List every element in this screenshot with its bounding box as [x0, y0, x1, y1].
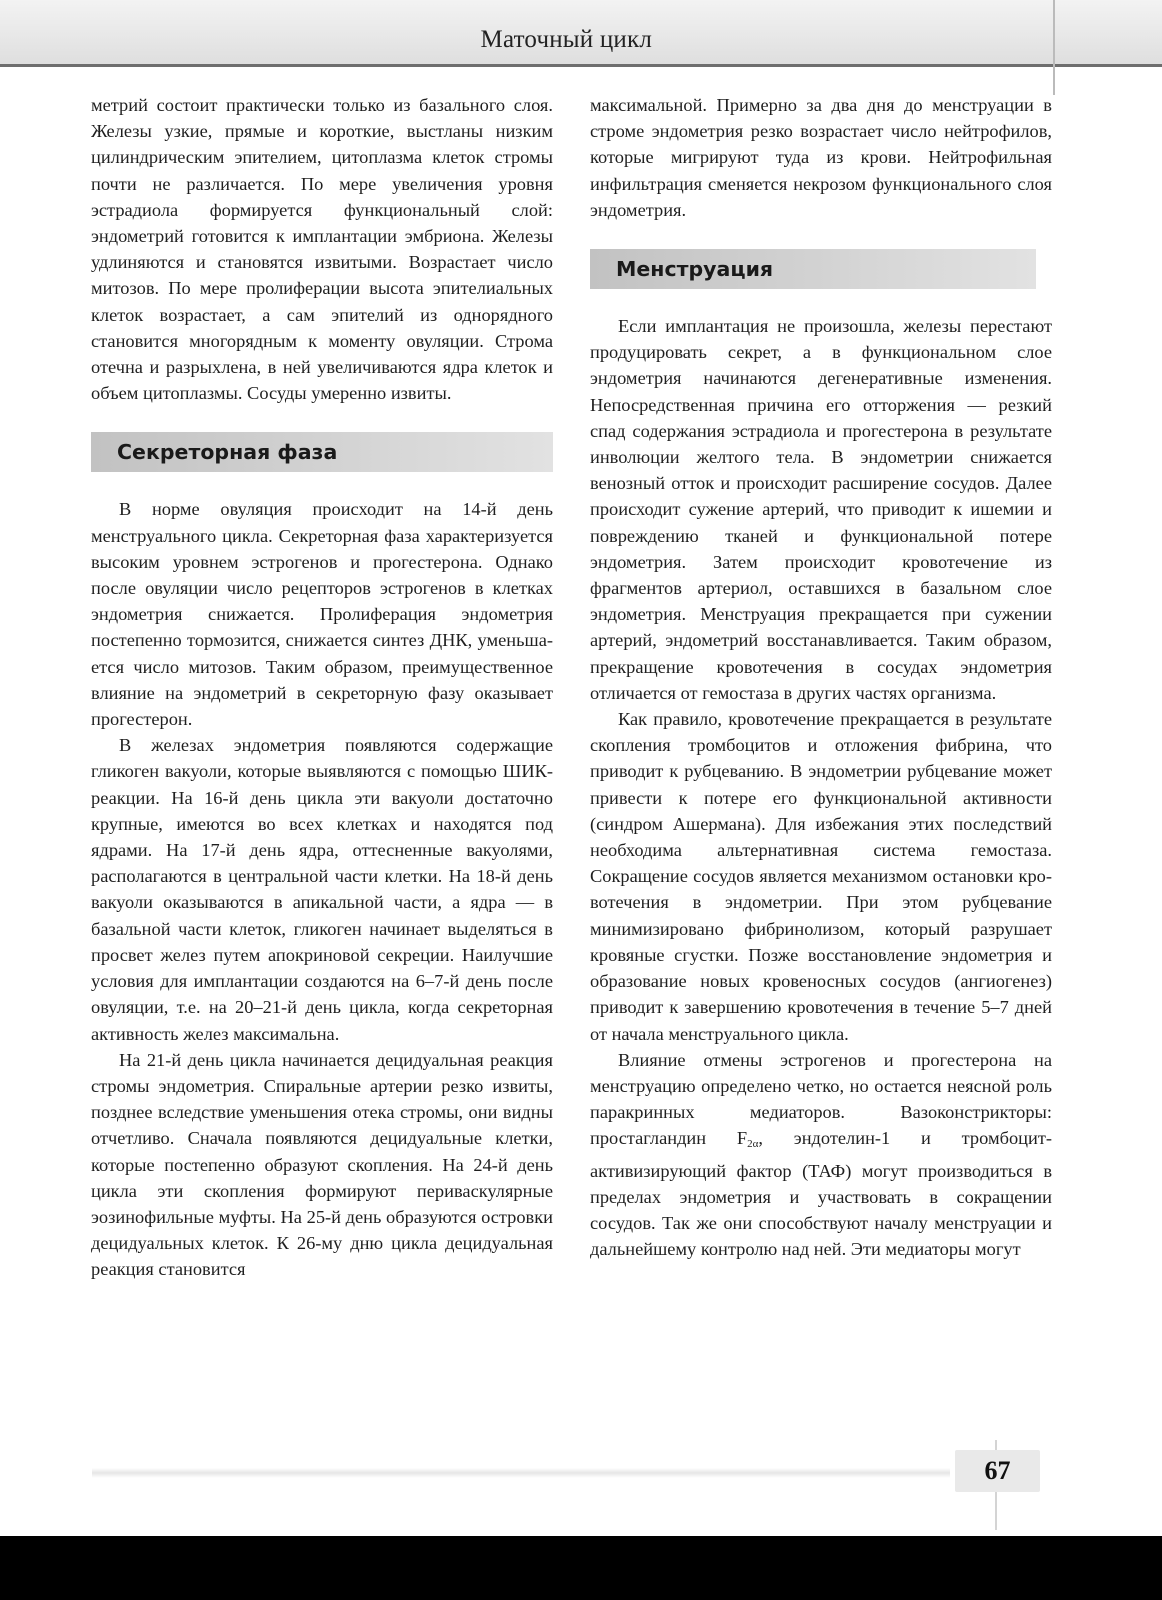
paragraph: На 21-й день цикла начинается децидуальная реакция стромы эндометрия. Спиральные артерии резко извиты, позднее вследствие уменьшения отека стромы, они видны отчетливо. Сначала появляются децидуальные клетки, которые постепенно образуют скопления. На 24-й день цикла эти скопления формируют периваскулярные эозинофильные муфты. На 25-й день образуются островки децидуальных клеток. К 26-му дню цикла децидуальная реакция становится	[91, 1049, 553, 1280]
section-heading-menstruation: Менструация	[590, 249, 1036, 289]
paragraph-text: , эндотелин-1 и тромбоцит-активизирующий фактор (ТАФ) могут производиться в пределах эндометрия и участвовать в сокращении сосудов. Так же они способствуют началу менструации и дальнейшему контролю над ней. Эти медиаторы могут	[590, 1128, 1052, 1260]
header-rule	[0, 64, 1162, 67]
paragraph: В норме овуляция происходит на 14-й день менструального цикла. Секреторная фаза характеризуется высоким уровнем эстрогенов и прогестерона. Однако после овуляции число рецепторов эстрогенов в клетках эндометрия снижается. Пролиферация эндометрия постепенно тормозится, снижается синтез ДНК, уменьшается число митозов. Таким образом, преимущественное влияние на эндометрий в секреторную фазу оказывает прогестерон.	[91, 499, 553, 730]
paragraph: Если имплантация не произошла, железы перестают продуцировать секрет, а в функциональном слое эндометрия начинаются дегенеративные изменения. Непосредственная причина его отторжения — резкий спад содержания эстрадиола и прогестерона в результате инволюции желтого тела. В эндометрии снижается венозный отток и происходит расширение сосудов. Далее происходит сужение артерий, что приводит к ишемии и повреждению тканей и функциональной потере эндометрия. Затем происходит кровотечение из фрагментов артериол, оставшихся в базальном слое эндометрия. Менструация прекращается при сужении артерий, эндометрий восстанавливается. Таким образом, прекращение кровотечения в сосудах эндометрия отличается от гемостаза в других частях организма.	[590, 316, 1052, 703]
paragraph-intro: метрий состоит практически только из базального слоя. Железы узкие, прямые и короткие, выстланы низким цилиндрическим эпителием, цитоплазма клеток стромы почти не различается. По мере увеличения уровня эстрадиола формируется функциональный слой: эндометрий готовится к имплантации эмбриона. Железы удлиняются и становятся извитыми. Возрастает число митозов. По мере пролиферации высота эпителиальных клеток возрастает, а сам эпителий из однорядного становится многорядным к моменту овуляции. Строма отечна и разрыхлена, в ней увеличиваются ядра клеток и объем цитоплазмы. Сосуды умеренно извиты.	[91, 95, 553, 404]
footer-rule	[92, 1468, 950, 1478]
right-column	[590, 92, 1052, 1262]
paragraph: Как правило, кровотечение прекращается в результате скопления тромбоцитов и отложения фибрина, что приводит к рубцеванию. В эндометрии рубцевание может привести к потере его функциональной активности (синдром Ашермана). Для избежания этих последствий необходима альтернативная система гемостаза. Сокращение сосудов является механизмом остановки кровотечения в эндометрии. При этом рубцевание минимизировано фибринолизом, который разрушает кровяные сгустки. Позже восстановление эндометрия и образование новых кровеносных сосудов (ангиогенез) приводит к завершению кровотечения в течение 5–7 дней от начала менструального цикла.	[590, 709, 1052, 1044]
section-heading-secretory-phase: Секреторная фаза	[91, 432, 553, 472]
paragraph-intro: максимальной. Примерно за два дня до менструации в строме эндометрия резко возрастает число нейтрофилов, которые мигрируют туда из крови. Нейтрофильная инфильтрация сменяется некрозом функционального слоя эндометрия.	[590, 95, 1052, 220]
header-crop-mark	[1053, 0, 1055, 95]
scan-border	[0, 1536, 1162, 1600]
subscript: 2α	[747, 1138, 759, 1151]
running-header-title: Маточный цикл	[480, 26, 652, 53]
paragraph: В железах эндометрия появляются содержащие гликоген вакуоли, которые выявляются с помощью ШИК-реакции. На 16-й день цикла эти вакуоли достаточно крупные, имеются во всех клетках и находятся под ядрами. На 17-й день ядра, оттесненные вакуолями, располагаются в центральной части клетки. На 18-й день вакуоли оказываются в апикальной части, а ядра — в базальной части клеток, гликоген начинает выделяться в просвет желез путем апокриновой секреции. Наилучшие условия для имплантации создаются на 6–7-й день после овуляции, т.е. на 20–21-й день цикла, когда секреторная активность желез максимальна.	[91, 735, 553, 1044]
page-number: 67	[955, 1450, 1040, 1492]
paragraph-text: Влияние отмены эстрогенов и прогестерона на менструацию определено четко, но остается неясной роль паракринных медиаторов. Вазоконстрикторы: простагландин F	[590, 1049, 1052, 1149]
paragraph	[590, 1047, 1052, 1263]
left-column	[91, 92, 553, 1283]
